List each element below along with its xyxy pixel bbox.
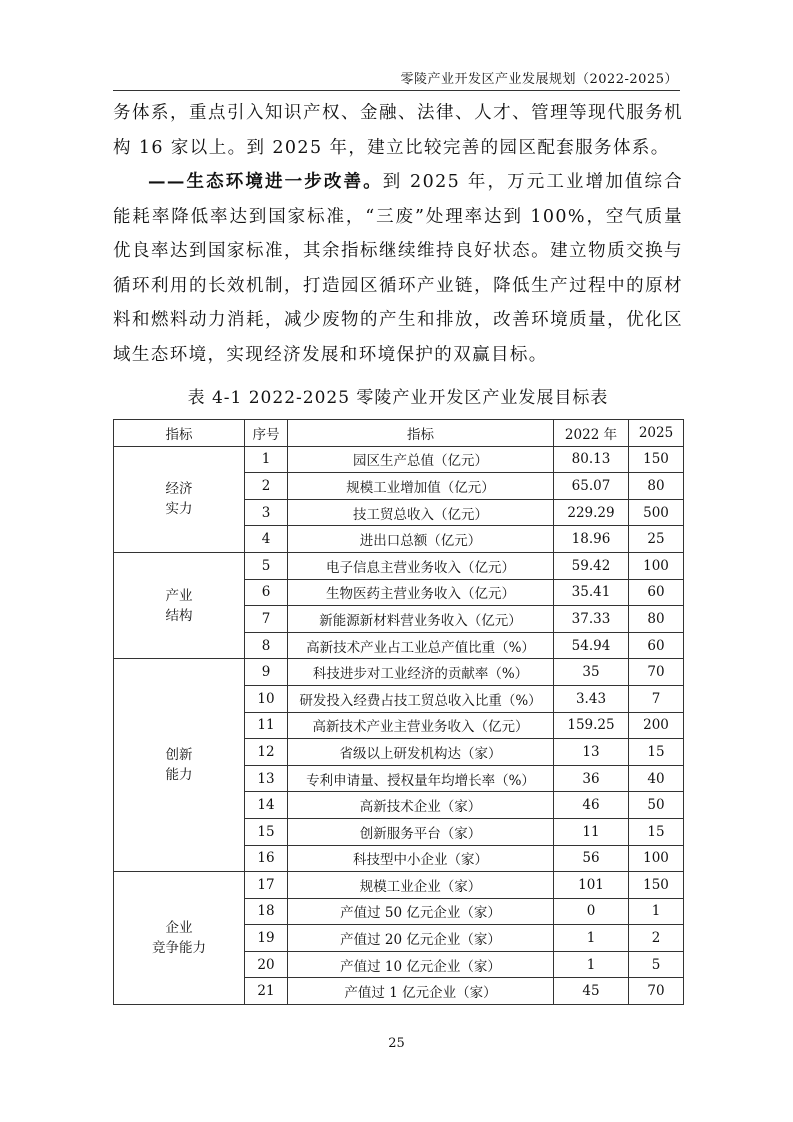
value-2022-cell: 229.29 — [554, 499, 629, 526]
page-header — [113, 64, 680, 91]
indicator-cell: 创新服务平台（家） — [288, 818, 554, 845]
indicator-cell: 产值过 20 亿元企业（家） — [288, 925, 554, 952]
category-line-2: 能力 — [165, 767, 193, 784]
table-row — [114, 872, 684, 899]
number-cell: 6 — [245, 579, 288, 606]
table-row — [114, 446, 684, 473]
value-2025-cell: 80 — [629, 606, 684, 633]
body-text — [113, 96, 683, 372]
value-2025-cell: 70 — [629, 978, 684, 1005]
category-cell — [114, 446, 245, 552]
category-line-1: 创新 — [165, 747, 193, 764]
indicator-cell: 生物医药主营业务收入（亿元） — [288, 579, 554, 606]
number-cell: 16 — [245, 845, 288, 872]
number-cell: 3 — [245, 499, 288, 526]
category-line-2: 结构 — [165, 607, 193, 624]
category-line-1: 经济 — [165, 481, 193, 498]
indicator-cell: 规模工业企业（家） — [288, 872, 554, 899]
number-cell: 14 — [245, 792, 288, 819]
value-2022-cell: 56 — [554, 845, 629, 872]
value-2022-cell: 36 — [554, 765, 629, 792]
value-2022-cell: 65.07 — [554, 473, 629, 500]
indicator-cell: 高新技术企业（家） — [288, 792, 554, 819]
value-2022-cell: 80.13 — [554, 446, 629, 473]
number-cell: 13 — [245, 765, 288, 792]
category-cell — [114, 552, 245, 658]
value-2025-cell: 500 — [629, 499, 684, 526]
paragraph-1: 务体系，重点引入知识产权、金融、法律、人才、管理等现代服务机构 16 家以上。到 2025 年，建立比较完善的园区配套服务体系。 — [113, 103, 683, 158]
indicator-cell: 电子信息主营业务收入（亿元） — [288, 552, 554, 579]
indicator-cell: 高新技术产业占工业总产值比重（%） — [288, 632, 554, 659]
value-2025-cell: 15 — [629, 739, 684, 766]
value-2025-cell: 60 — [629, 579, 684, 606]
value-2025-cell: 70 — [629, 659, 684, 686]
number-cell: 1 — [245, 446, 288, 473]
number-cell: 12 — [245, 739, 288, 766]
indicator-cell: 高新技术产业主营业务收入（亿元） — [288, 712, 554, 739]
value-2022-cell: 0 — [554, 898, 629, 925]
number-cell: 18 — [245, 898, 288, 925]
table-row — [114, 659, 684, 686]
header-2022: 2022 年 — [554, 420, 629, 447]
indicator-cell: 进出口总额（亿元） — [288, 526, 554, 553]
indicator-cell: 新能源新材料营业务收入（亿元） — [288, 606, 554, 633]
paragraph-2-lead: ——生态环境进一步改善。 — [148, 172, 383, 192]
header-title: 零陵产业开发区产业发展规划（2022-2025） — [400, 72, 678, 87]
value-2025-cell: 7 — [629, 685, 684, 712]
number-cell: 4 — [245, 526, 288, 553]
indicator-cell: 专利申请量、授权量年均增长率（%） — [288, 765, 554, 792]
number-cell: 7 — [245, 606, 288, 633]
value-2022-cell: 54.94 — [554, 632, 629, 659]
number-cell: 10 — [245, 685, 288, 712]
number-cell: 15 — [245, 818, 288, 845]
table-caption: 表 4-1 2022-2025 零陵产业开发区产业发展目标表 — [187, 388, 609, 408]
number-cell: 21 — [245, 978, 288, 1005]
header-category: 指标 — [114, 420, 245, 447]
page-number: 25 — [388, 1036, 405, 1051]
value-2025-cell: 2 — [629, 925, 684, 952]
number-cell: 17 — [245, 872, 288, 899]
header-2025: 2025 — [629, 420, 684, 447]
indicator-cell: 规模工业增加值（亿元） — [288, 473, 554, 500]
indicator-cell: 产值过 50 亿元企业（家） — [288, 898, 554, 925]
category-line-1: 企业 — [165, 920, 193, 937]
value-2022-cell: 59.42 — [554, 552, 629, 579]
indicator-cell: 研发投入经费占技工贸总收入比重（%） — [288, 685, 554, 712]
table-row — [114, 552, 684, 579]
indicator-cell: 省级以上研发机构达（家） — [288, 739, 554, 766]
value-2025-cell: 25 — [629, 526, 684, 553]
value-2022-cell: 1 — [554, 925, 629, 952]
value-2022-cell: 3.43 — [554, 685, 629, 712]
value-2025-cell: 150 — [629, 872, 684, 899]
value-2022-cell: 45 — [554, 978, 629, 1005]
value-2022-cell: 37.33 — [554, 606, 629, 633]
indicator-cell: 科技进步对工业经济的贡献率（%） — [288, 659, 554, 686]
indicator-cell: 园区生产总值（亿元） — [288, 446, 554, 473]
number-cell: 9 — [245, 659, 288, 686]
value-2025-cell: 15 — [629, 818, 684, 845]
value-2025-cell: 60 — [629, 632, 684, 659]
value-2025-cell: 5 — [629, 951, 684, 978]
value-2022-cell: 35.41 — [554, 579, 629, 606]
category-line-2: 实力 — [165, 501, 193, 518]
indicator-cell: 产值过 1 亿元企业（家） — [288, 978, 554, 1005]
table-body — [114, 446, 684, 1004]
value-2022-cell: 46 — [554, 792, 629, 819]
value-2025-cell: 200 — [629, 712, 684, 739]
value-2022-cell: 159.25 — [554, 712, 629, 739]
value-2022-cell: 13 — [554, 739, 629, 766]
value-2025-cell: 50 — [629, 792, 684, 819]
number-cell: 2 — [245, 473, 288, 500]
targets-table — [113, 419, 684, 1005]
indicator-cell: 技工贸总收入（亿元） — [288, 499, 554, 526]
value-2022-cell: 101 — [554, 872, 629, 899]
header-indicator: 指标 — [288, 420, 554, 447]
category-line-1: 产业 — [165, 587, 193, 604]
value-2022-cell: 35 — [554, 659, 629, 686]
paragraph-2 — [113, 165, 683, 372]
number-cell: 5 — [245, 552, 288, 579]
value-2025-cell: 100 — [629, 845, 684, 872]
value-2025-cell: 80 — [629, 473, 684, 500]
value-2025-cell: 1 — [629, 898, 684, 925]
value-2025-cell: 150 — [629, 446, 684, 473]
category-cell — [114, 659, 245, 872]
header-number: 序号 — [245, 420, 288, 447]
number-cell: 19 — [245, 925, 288, 952]
indicator-cell: 产值过 10 亿元企业（家） — [288, 951, 554, 978]
value-2025-cell: 100 — [629, 552, 684, 579]
paragraph-2-body: 到 2025 年，万元工业增加值综合能耗率降低率达到国家标准，“三废”处理率达到 100%，空气质量优良率达到国家标准，其余指标继续维持良好状态。建立物质交换与循环利用的长效机制，打造园区循环产业链，降低生产过程中的原材料和燃料动力消耗，减少废物的产生和排放，改善环境质量，优化区域生态环境，实现经济发展和环境保护的双赢目标。 — [113, 172, 683, 365]
category-line-2: 竞争能力 — [152, 940, 206, 957]
value-2022-cell: 1 — [554, 951, 629, 978]
table-header-row — [114, 420, 684, 447]
number-cell: 8 — [245, 632, 288, 659]
number-cell: 20 — [245, 951, 288, 978]
indicator-cell: 科技型中小企业（家） — [288, 845, 554, 872]
number-cell: 11 — [245, 712, 288, 739]
category-cell — [114, 872, 245, 1005]
value-2025-cell: 40 — [629, 765, 684, 792]
value-2022-cell: 11 — [554, 818, 629, 845]
value-2022-cell: 18.96 — [554, 526, 629, 553]
